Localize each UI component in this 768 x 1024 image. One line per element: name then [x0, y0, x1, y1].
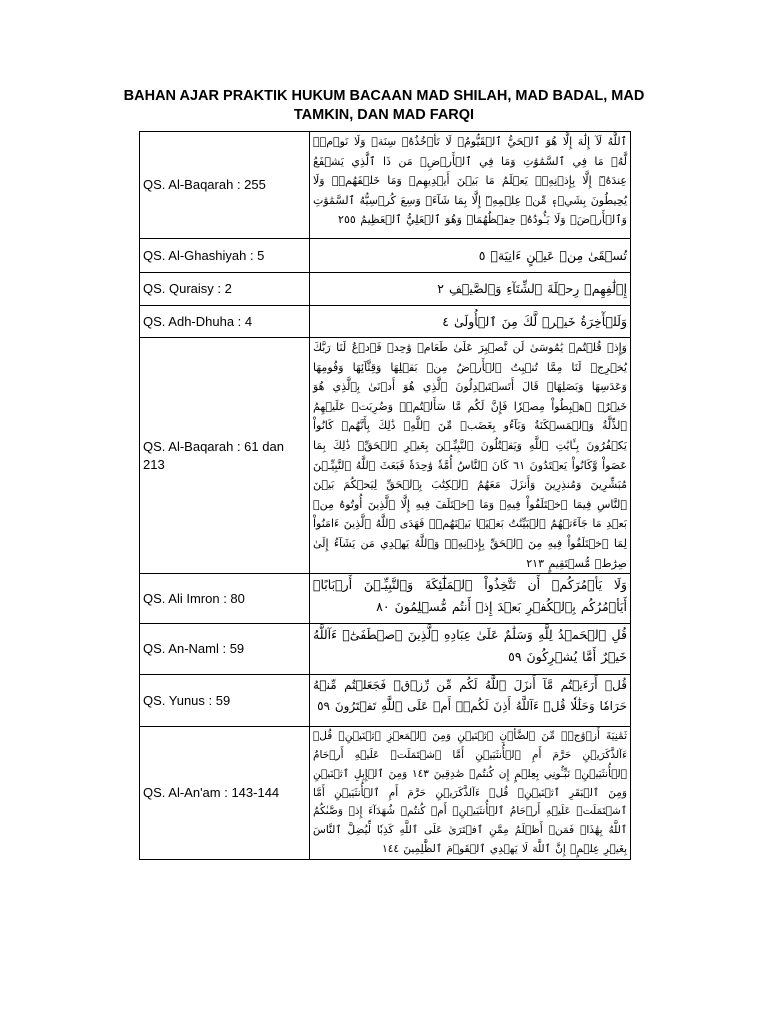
table-row — [140, 624, 631, 675]
table-row — [140, 338, 631, 574]
page-title — [0, 87, 768, 125]
surah-reference: QS. Ali Imron : 80 — [140, 574, 310, 624]
ayah-text: وَلَا يَأۡمُرَكُمۡ أَن تَتَّخِذُواْ ٱلۡمَلَٰٓئِكَةَ وَٱلنَّبِيِّـۧنَ أَرۡبَابًاۗ أَيَأۡمُرُكُم بِٱلۡكُفۡرِ بَعۡدَ إِذۡ أَنتُم مُّسۡلِمُونَ ٨٠ — [310, 574, 631, 624]
surah-reference: QS. Quraisy : 2 — [140, 273, 310, 306]
ayah-text: وَإِذۡ قُلۡتُمۡ يَٰمُوسَىٰ لَن نَّصۡبِرَ عَلَىٰ طَعَامٖ وَٰحِدٖ فَٱدۡعُ لَنَا رَبَّكَ يُخۡرِجۡ لَنَا مِمَّا تُنۢبِتُ ٱلۡأَرۡضُ مِنۢ بَقۡلِهَا وَقِثَّآئِهَا وَفُومِهَا وَعَدَسِهَا وَبَصَلِهَاۖ قَالَ أَتَسۡتَبۡدِلُونَ ٱلَّذِي هُوَ أَدۡنَىٰ بِٱلَّذِي هُوَ خَيۡرٌۚ ٱهۡبِطُواْ مِصۡرٗا فَإِنَّ لَكُم مَّا سَأَلۡتُمۡۗ وَضُرِبَتۡ عَلَيۡهِمُ ٱلذِّلَّةُ وَٱلۡمَسۡكَنَةُ وَبَآءُو بِغَضَبٖ مِّنَ ٱللَّهِۗ ذَٰلِكَ بِأَنَّهُمۡ كَانُواْ يَكۡفُرُونَ بِـَٔايَٰتِ ٱللَّهِ وَيَقۡتُلُونَ ٱلنَّبِيِّـۧنَ بِغَيۡرِ ٱلۡحَقِّۗ ذَٰلِكَ بِمَا عَصَواْ وَّكَانُواْ يَعۡتَدُونَ ٦١ كَانَ ٱلنَّاسُ أُمَّةٗ وَٰحِدَةٗ فَبَعَثَ ٱللَّهُ ٱلنَّبِيِّـۧنَ مُبَشِّرِينَ وَمُنذِرِينَ وَأَنزَلَ مَعَهُمُ ٱلۡكِتَٰبَ بِٱلۡحَقِّ لِيَحۡكُمَ بَيۡنَ ٱلنَّاسِ فِيمَا ٱخۡتَلَفُواْ فِيهِۚ وَمَا ٱخۡتَلَفَ فِيهِ إِلَّا ٱلَّذِينَ أُوتُوهُ مِنۢ بَعۡدِ مَا جَآءَتۡهُمُ ٱلۡبَيِّنَٰتُ بَغۡيَۢا بَيۡنَهُمۡۖ فَهَدَى ٱللَّهُ ٱلَّذِينَ ءَامَنُواْ لِمَا ٱخۡتَلَفُواْ فِيهِ مِنَ ٱلۡحَقِّ بِإِذۡنِهِۦۗ وَٱللَّهُ يَهۡدِي مَن يَشَآءُ إِلَىٰ صِرَٰطٖ مُّسۡتَقِيمٍ ٢١٣ — [310, 338, 631, 574]
surah-reference: QS. Al-An'am : 143-144 — [140, 727, 310, 860]
page-title-line-1: BAHAN AJAR PRAKTIK HUKUM BACAAN MAD SHILAH, MAD BADAL, MAD — [123, 88, 645, 104]
ayah-text: إِۦلَٰفِهِمۡ رِحۡلَةَ ٱلشِّتَآءِ وَٱلصَّيۡفِ ٢ — [310, 273, 631, 306]
page-title-line-2: TAMKIN, DAN MAD FARQI — [293, 107, 475, 123]
table-row — [140, 239, 631, 273]
verse-table — [139, 131, 631, 860]
table-row — [140, 306, 631, 338]
table-row — [140, 727, 631, 860]
table-row — [140, 273, 631, 306]
table-row — [140, 132, 631, 239]
surah-reference: QS. Yunus : 59 — [140, 675, 310, 727]
surah-reference: QS. Al-Baqarah : 61 dan 213 — [140, 338, 310, 574]
ayah-text: ثَمَٰنِيَةَ أَزۡوَٰجٖۖ مِّنَ ٱلضَّأۡنِ ٱثۡنَيۡنِ وَمِنَ ٱلۡمَعۡزِ ٱثۡنَيۡنِۗ قُلۡ ءَآلذَّكَرَيۡنِ حَرَّمَ أَمِ ٱلۡأُنثَيَيۡنِ أَمَّا ٱشۡتَمَلَتۡ عَلَيۡهِ أَرۡحَامُ ٱلۡأُنثَيَيۡنِۖ نَبِّـُٔونِي بِعِلۡمٍ إِن كُنتُمۡ صَٰدِقِينَ ١٤٣ وَمِنَ ٱلۡإِبِلِ ٱثۡنَيۡنِ وَمِنَ ٱلۡبَقَرِ ٱثۡنَيۡنِۗ قُلۡ ءَآلذَّكَرَيۡنِ حَرَّمَ أَمِ ٱلۡأُنثَيَيۡنِ أَمَّا ٱشۡتَمَلَتۡ عَلَيۡهِ أَرۡحَامُ ٱلۡأُنثَيَيۡنِۖ أَمۡ كُنتُمۡ شُهَدَآءَ إِذۡ وَصَّىٰكُمُ ٱللَّهُ بِهَٰذَاۚ فَمَنۡ أَظۡلَمُ مِمَّنِ ٱفۡتَرَىٰ عَلَى ٱللَّهِ كَذِبٗا لِّيُضِلَّ ٱلنَّاسَ بِغَيۡرِ عِلۡمٍۚ إِنَّ ٱللَّهَ لَا يَهۡدِي ٱلۡقَوۡمَ ٱلظَّٰلِمِينَ ١٤٤ — [310, 727, 631, 860]
table-row — [140, 675, 631, 727]
ayah-text: تُسۡقَىٰ مِنۡ عَيۡنٍ ءَانِيَةٖ ٥ — [310, 239, 631, 273]
ayah-text: قُلۡ أَرَءَيۡتُم مَّآ أَنزَلَ ٱللَّهُ لَكُم مِّن رِّزۡقٖ فَجَعَلۡتُم مِّنۡهُ حَرَامٗا وَحَلَٰلٗا قُلۡ ءَآللَّهُ أَذِنَ لَكُمۡۖ أَمۡ عَلَى ٱللَّهِ تَفۡتَرُونَ ٥٩ — [310, 675, 631, 727]
surah-reference: QS. Al-Ghashiyah : 5 — [140, 239, 310, 273]
ayah-text: وَلَلۡأٓخِرَةُ خَيۡرٞ لَّكَ مِنَ ٱلۡأُولَىٰ ٤ — [310, 306, 631, 338]
surah-reference: QS. Al-Baqarah : 255 — [140, 132, 310, 239]
surah-reference: QS. Adh-Dhuha : 4 — [140, 306, 310, 338]
table-row — [140, 574, 631, 624]
ayah-text: قُلِ ٱلۡحَمۡدُ لِلَّهِ وَسَلَٰمٌ عَلَىٰ عِبَادِهِ ٱلَّذِينَ ٱصۡطَفَىٰٓۗ ءَآللَّهُ خَيۡرٌ أَمَّا يُشۡرِكُونَ ٥٩ — [310, 624, 631, 675]
ayah-text: ٱللَّهُ لَآ إِلَٰهَ إِلَّا هُوَ ٱلۡحَيُّ ٱلۡقَيُّومُۚ لَا تَأۡخُذُهُۥ سِنَةٞ وَلَا نَوۡمٞۚ لَّهُۥ مَا فِي ٱلسَّمَٰوَٰتِ وَمَا فِي ٱلۡأَرۡضِۗ مَن ذَا ٱلَّذِي يَشۡفَعُ عِندَهُۥٓ إِلَّا بِإِذۡنِهِۦۚ يَعۡلَمُ مَا بَيۡنَ أَيۡدِيهِمۡ وَمَا خَلۡفَهُمۡۖ وَلَا يُحِيطُونَ بِشَيۡءٖ مِّنۡ عِلۡمِهِۦٓ إِلَّا بِمَا شَآءَۚ وَسِعَ كُرۡسِيُّهُ ٱلسَّمَٰوَٰتِ وَٱلۡأَرۡضَۖ وَلَا يَـُٔودُهُۥ حِفۡظُهُمَاۚ وَهُوَ ٱلۡعَلِيُّ ٱلۡعَظِيمُ ٢٥٥ — [310, 132, 631, 239]
surah-reference: QS. An-Naml : 59 — [140, 624, 310, 675]
